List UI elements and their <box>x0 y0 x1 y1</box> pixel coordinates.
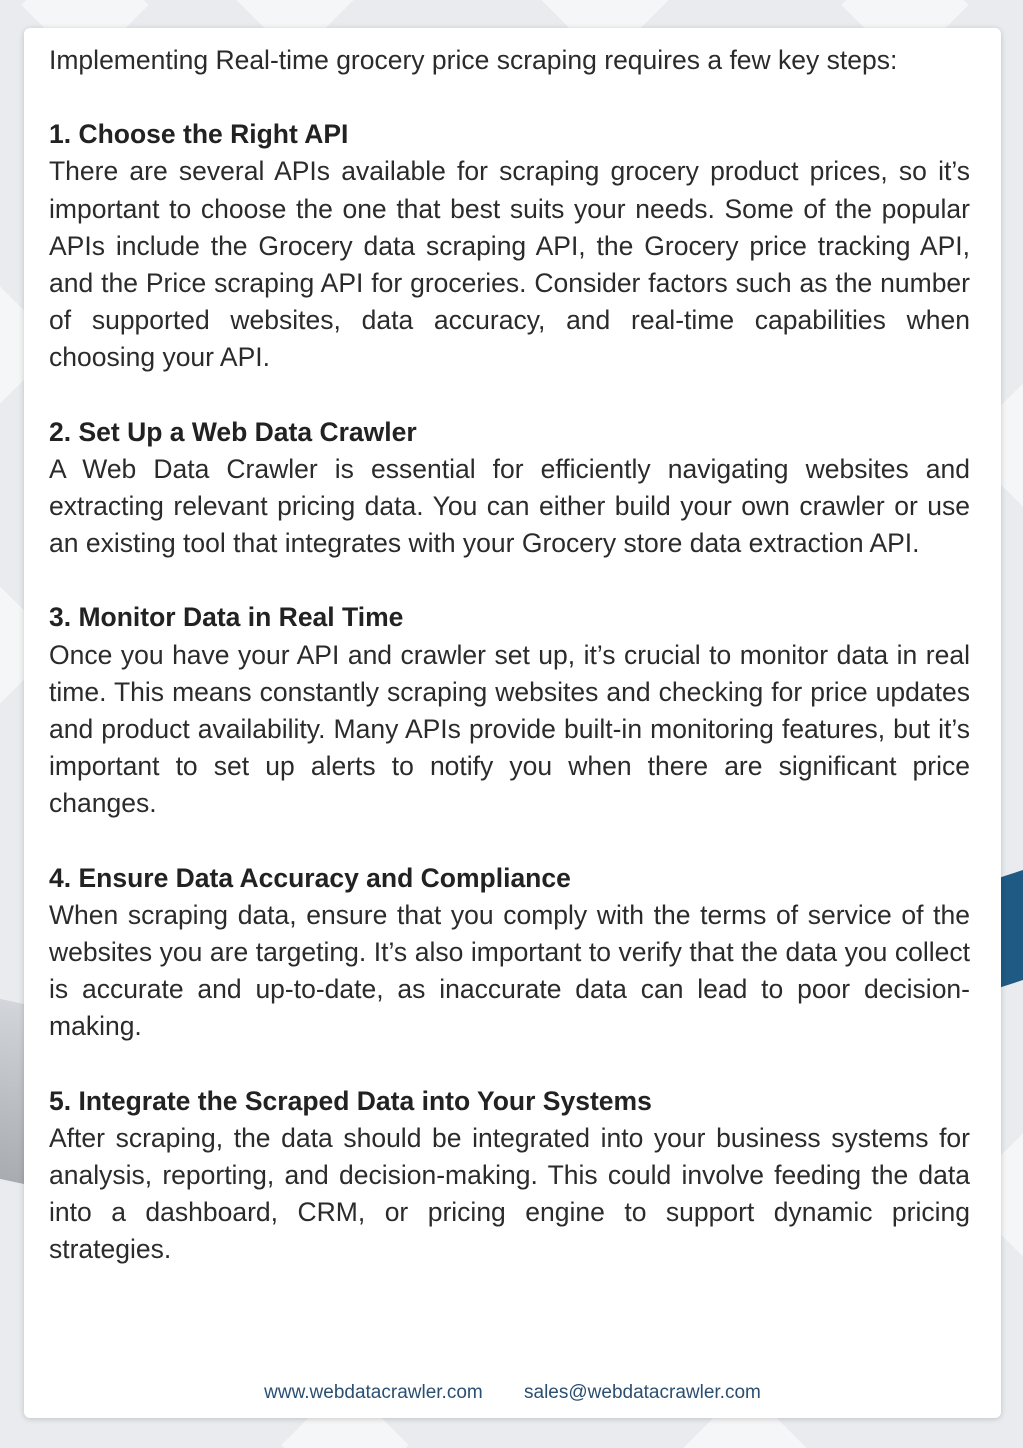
section-heading: 2. Set Up a Web Data Crawler <box>49 416 417 447</box>
intro-text: Implementing Real-time grocery price scraping requires a few key steps: <box>49 45 898 75</box>
footer-contact <box>24 1382 1001 1404</box>
section-heading: 3. Monitor Data in Real Time <box>49 602 404 633</box>
section-monitor-data <box>49 599 970 822</box>
article-content <box>49 42 970 1306</box>
section-body: There are several APIs available for scraping grocery product prices, so it’s important to choose the one that best suits your needs. Some of the popular APIs include the Grocery data scraping API, the Grocery price tracking API, and the Price scraping API for groceries. Consider factors such as the number of supported websites, data accuracy, and real-time capabilities when choosing your API. <box>49 156 970 373</box>
section-web-crawler <box>49 414 970 563</box>
section-integrate-data <box>49 1083 970 1269</box>
section-heading: 1. Choose the Right API <box>49 119 349 150</box>
section-body: Once you have your API and crawler set up, it’s crucial to monitor data in real time. This means constantly scraping websites and checking for price updates and product availability. Many APIs provide built-in monitoring features, but it’s important to set up alerts to notify you when there are significant price changes. <box>49 639 970 819</box>
section-choose-api <box>49 116 970 376</box>
footer-email-link[interactable]: sales@webdatacrawler.com <box>524 1382 761 1403</box>
footer-website-link[interactable]: www.webdatacrawler.com <box>264 1382 483 1403</box>
section-heading: 4. Ensure Data Accuracy and Compliance <box>49 862 571 893</box>
section-heading: 5. Integrate the Scraped Data into Your Systems <box>49 1085 652 1116</box>
section-accuracy-compliance <box>49 860 970 1046</box>
section-body: After scraping, the data should be integrated into your business systems for analysis, reporting, and decision-making. This could involve feeding the data into a dashboard, CRM, or pricing engine to support dynamic pricing strategies. <box>49 1122 970 1265</box>
content-card <box>24 28 1001 1418</box>
section-body: When scraping data, ensure that you comply with the terms of service of the websites you are targeting. It’s also important to verify that the data you collect is accurate and up-to-date, as inaccurate data can lead to poor decision-making. <box>49 899 970 1042</box>
section-body: A Web Data Crawler is essential for efficiently navigating websites and extracting relevant pricing data. You can either build your own crawler or use an existing tool that integrates with your Grocery store data extraction API. <box>49 453 970 559</box>
